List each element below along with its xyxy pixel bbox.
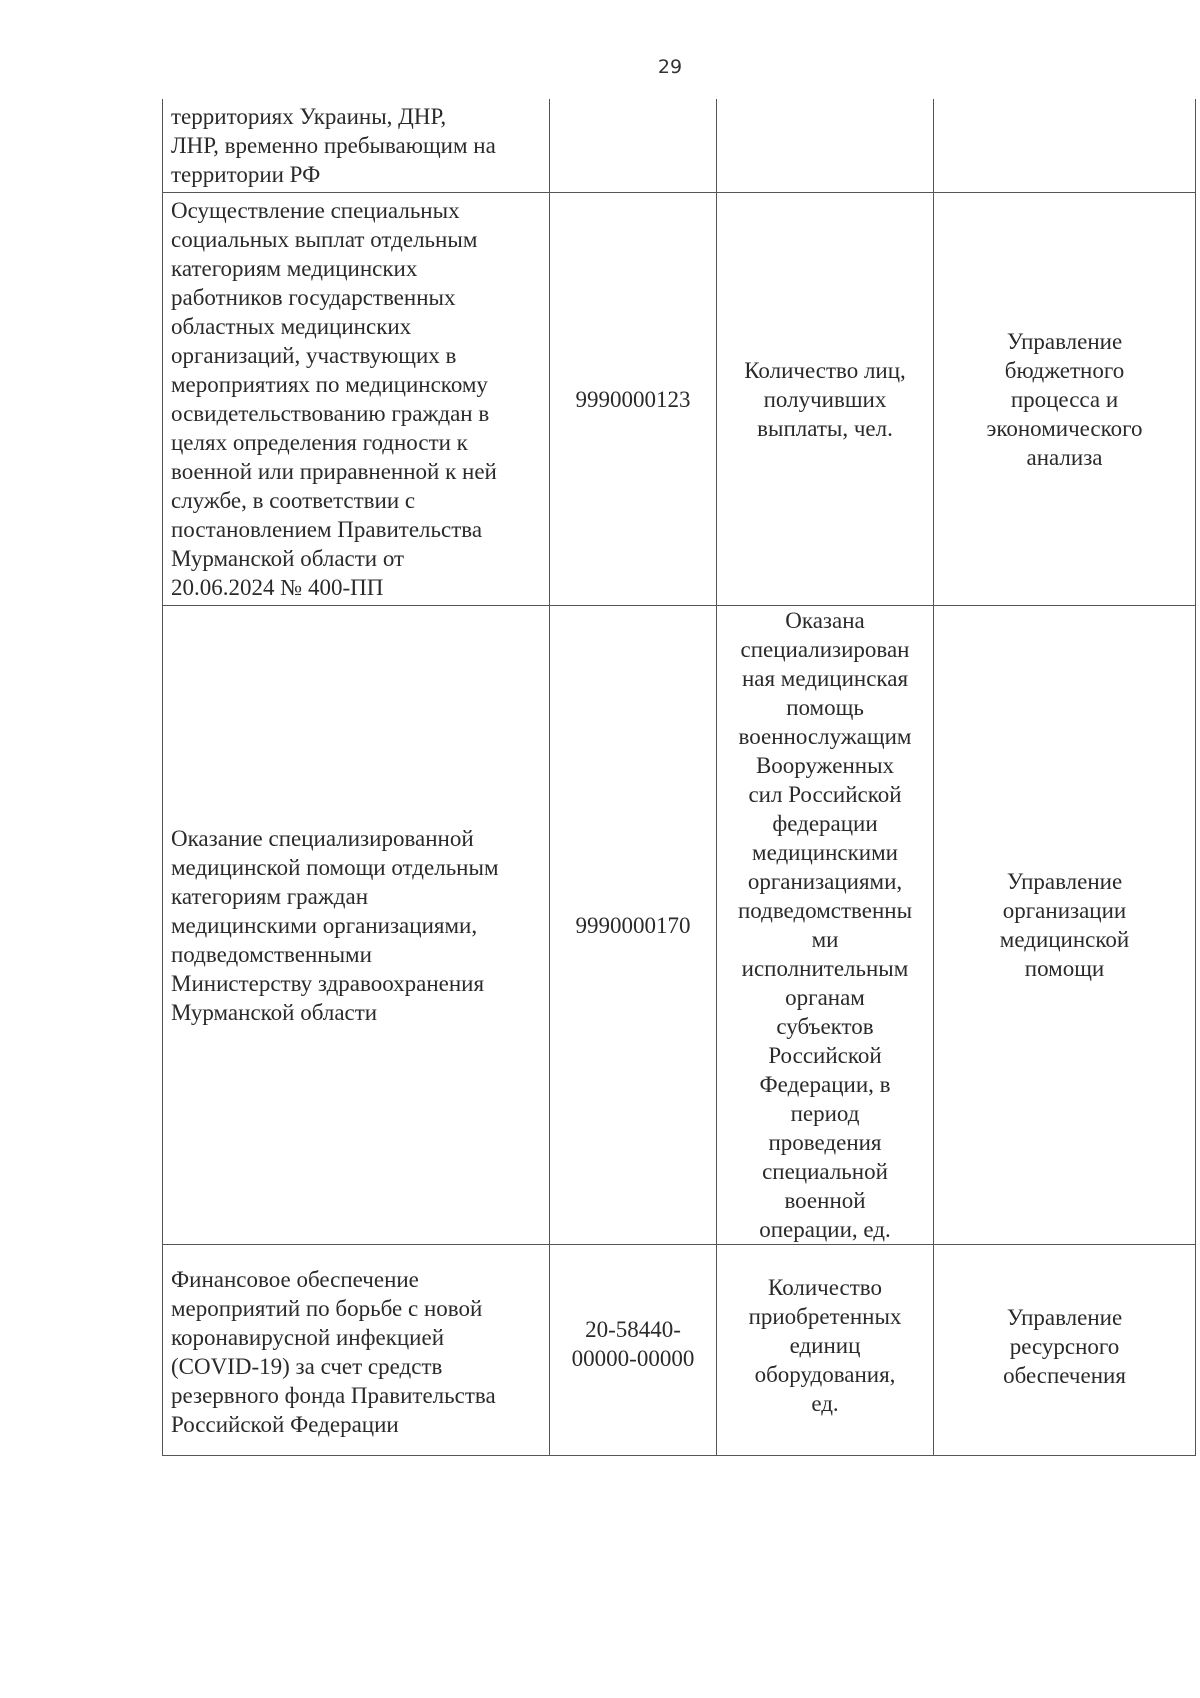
budget-code-cell (550, 1245, 717, 1456)
activity-name: территориях Украины, ДНР, ЛНР, временно пребывающим на территории РФ (171, 104, 496, 187)
activity-name-cell (163, 99, 550, 193)
table-row (163, 1245, 1196, 1456)
indicator-cell (717, 1245, 934, 1456)
budget-activities-table (162, 99, 1196, 1456)
indicator: Количество приобретенных единиц оборудования, ед. (748, 1275, 902, 1416)
indicator-cell (717, 193, 934, 606)
indicator-cell (717, 606, 934, 1245)
department-cell (934, 193, 1196, 606)
table-row (163, 606, 1196, 1245)
budget-code: 9990000123 (575, 386, 691, 412)
budget-code-cell (550, 193, 717, 606)
activity-name-cell (163, 193, 550, 606)
table-row (163, 193, 1196, 606)
indicator: Количество лиц, получивших выплаты, чел. (744, 357, 906, 441)
department-cell (934, 99, 1196, 193)
budget-code-cell (550, 606, 717, 1245)
activity-name: Осуществление специальных социальных выплат отдельным категориям медицинских работников государственных областных медицинских организаций, участвующих в мероприятиях по медицинскому освидетельствованию граждан в целях определения годности к военной или приравненной к ней службе, в соответствии с постановлением Правительства Мурманской области от 20.06.2024 № 400-ПП (171, 198, 497, 600)
department-cell (934, 1245, 1196, 1456)
department: Управление ресурсного обеспечения (1003, 1305, 1126, 1388)
activity-name: Финансовое обеспечение мероприятий по борьбе с новой коронавирусной инфекцией (COVID-19) за счет средств резервного фонда Правительства Российской Федерации (171, 1267, 496, 1437)
table-row (163, 99, 1196, 193)
budget-code: 20-58440- 00000-00000 (571, 1317, 695, 1371)
page-number: 29 (657, 56, 683, 78)
department: Управление бюджетного процесса и экономического анализа (986, 328, 1143, 470)
indicator: Оказана специализирован ная медицинская помощь военнослужащим Вооруженных сил Российской федерации медицинскими организациями, подведомственны ми исполнительным органам субъектов Российской Федерации, в период проведения специальной военной операции, ед. (737, 608, 913, 1242)
activity-name-cell (163, 1245, 550, 1456)
activity-name-cell (163, 606, 550, 1245)
activity-name: Оказание специализированной медицинской помощи отдельным категориям граждан медицинскими организациями, подведомственными Министерству здравоохранения Мурманской области (171, 825, 499, 1025)
budget-code-cell (550, 99, 717, 193)
budget-code: 9990000170 (575, 912, 691, 938)
indicator-cell (717, 99, 934, 193)
department-cell (934, 606, 1196, 1245)
department: Управление организации медицинской помощи (999, 869, 1130, 981)
